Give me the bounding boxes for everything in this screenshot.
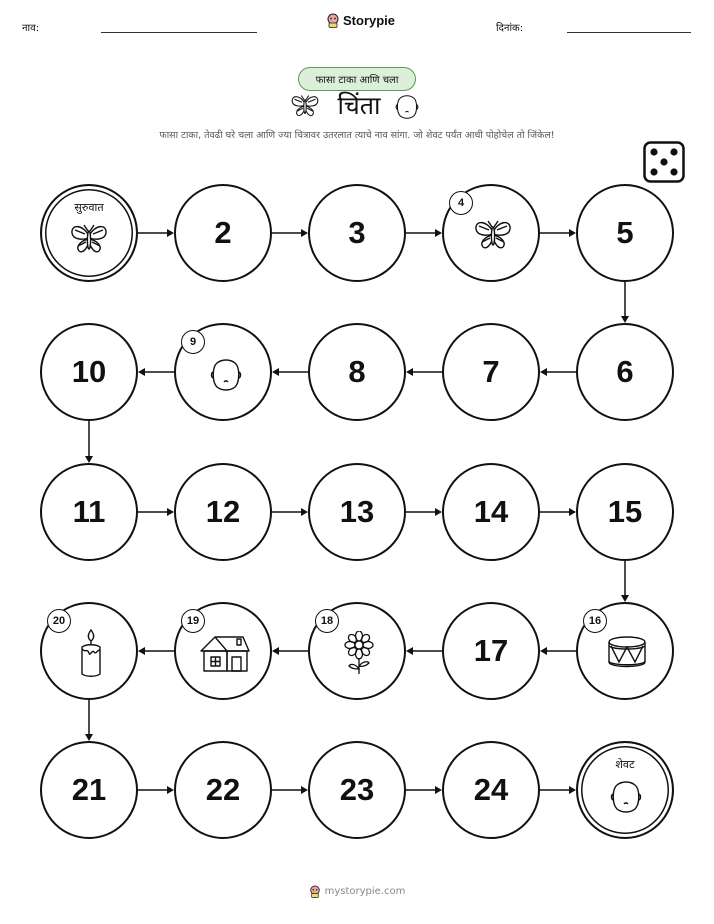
square-number-badge: 4 (449, 191, 473, 215)
board-square[interactable] (576, 184, 674, 282)
square-number-badge: 16 (583, 609, 607, 633)
board-square[interactable] (174, 602, 272, 700)
path-arrow-head (138, 647, 145, 655)
worried-face-icon (610, 780, 642, 818)
board-square[interactable] (40, 463, 138, 561)
path-arrow-head (301, 508, 308, 516)
date-label: दिनांक: (496, 23, 524, 34)
storypie-logo-icon (309, 885, 321, 898)
end-square[interactable] (576, 741, 674, 839)
path-arrow-head (435, 508, 442, 516)
target-word: चिंता (337, 91, 381, 120)
square-number: 8 (348, 354, 366, 389)
path-arrow-head (167, 508, 174, 516)
brand-name: Storypie (343, 13, 396, 28)
square-number: 21 (71, 772, 107, 807)
board-square[interactable] (442, 323, 540, 421)
path-arrow-head (621, 595, 629, 602)
square-number-badge: 9 (181, 330, 205, 354)
path-arrow-head (406, 368, 413, 376)
board-square[interactable] (442, 463, 540, 561)
square-number: 7 (482, 354, 500, 389)
path-arrow-head (569, 508, 576, 516)
square-number-badge: 19 (181, 609, 205, 633)
flower-icon (341, 631, 377, 679)
candle-icon (77, 628, 105, 682)
board-square[interactable] (442, 741, 540, 839)
path-arrow-head (540, 368, 547, 376)
path-arrow-head (301, 786, 308, 794)
board-square[interactable] (308, 741, 406, 839)
square-number: 2 (214, 215, 232, 250)
board-square[interactable] (174, 463, 272, 561)
square-number: 23 (339, 772, 375, 807)
path-arrow-head (85, 734, 93, 741)
square-number-badge: 20 (47, 609, 71, 633)
butterfly-icon (69, 222, 109, 260)
square-number: 14 (473, 494, 509, 529)
path-arrow-head (406, 647, 413, 655)
path-arrow-head (435, 229, 442, 237)
square-number: 15 (607, 494, 643, 529)
path-arrow-head (569, 229, 576, 237)
start-square[interactable] (40, 184, 138, 282)
board-square[interactable] (442, 184, 540, 282)
square-number: 10 (71, 354, 107, 389)
board-square[interactable] (40, 741, 138, 839)
board-square[interactable] (442, 602, 540, 700)
board-square[interactable] (576, 323, 674, 421)
drum-icon (605, 634, 649, 676)
square-number: 24 (473, 772, 509, 807)
butterfly-icon (473, 218, 513, 256)
footer (0, 885, 714, 898)
path-arrow-head (167, 786, 174, 794)
square-number: 22 (205, 772, 241, 807)
square-number: 5 (616, 215, 634, 250)
footer-site: mystorypie.com (324, 886, 406, 897)
name-label: नाव: (22, 23, 40, 34)
square-number-badge: 18 (315, 609, 339, 633)
path-arrow-head (621, 316, 629, 323)
square-number: 3 (348, 215, 366, 250)
square-number: 11 (72, 494, 106, 529)
game-badge: फासा टाका आणि चला (298, 67, 416, 91)
path-arrow-head (138, 368, 145, 376)
path-arrow-head (301, 229, 308, 237)
start-label: सुरुवात (74, 201, 104, 214)
board-square[interactable] (308, 323, 406, 421)
square-number: 17 (473, 633, 509, 668)
square-number: 12 (205, 494, 241, 529)
path-arrow-head (569, 786, 576, 794)
board-square[interactable] (174, 184, 272, 282)
path-arrow-head (167, 229, 174, 237)
path-arrow-head (85, 456, 93, 463)
instructions: फासा टाका, तेवढी घरे चला आणि ज्या चित्रावर उतरलात त्याचे नाव सांगा. जो शेवट पर्यंत आधी पोहोचेल तो जिंकेल! (159, 130, 555, 141)
board-square[interactable] (308, 184, 406, 282)
house-icon (199, 633, 251, 677)
board-square[interactable] (576, 602, 674, 700)
square-number: 6 (616, 354, 634, 389)
path-arrow-head (272, 647, 279, 655)
board-square[interactable] (308, 463, 406, 561)
path-arrow-head (540, 647, 547, 655)
board-square[interactable] (308, 602, 406, 700)
end-label: शेवट (615, 758, 635, 771)
path-arrow-head (272, 368, 279, 376)
path-arrow-head (435, 786, 442, 794)
board-square[interactable] (40, 323, 138, 421)
board-square[interactable] (174, 323, 272, 421)
square-number: 13 (339, 494, 375, 529)
board-square[interactable] (40, 602, 138, 700)
board-square[interactable] (174, 741, 272, 839)
board-square[interactable] (576, 463, 674, 561)
worried-face-icon (210, 358, 242, 396)
